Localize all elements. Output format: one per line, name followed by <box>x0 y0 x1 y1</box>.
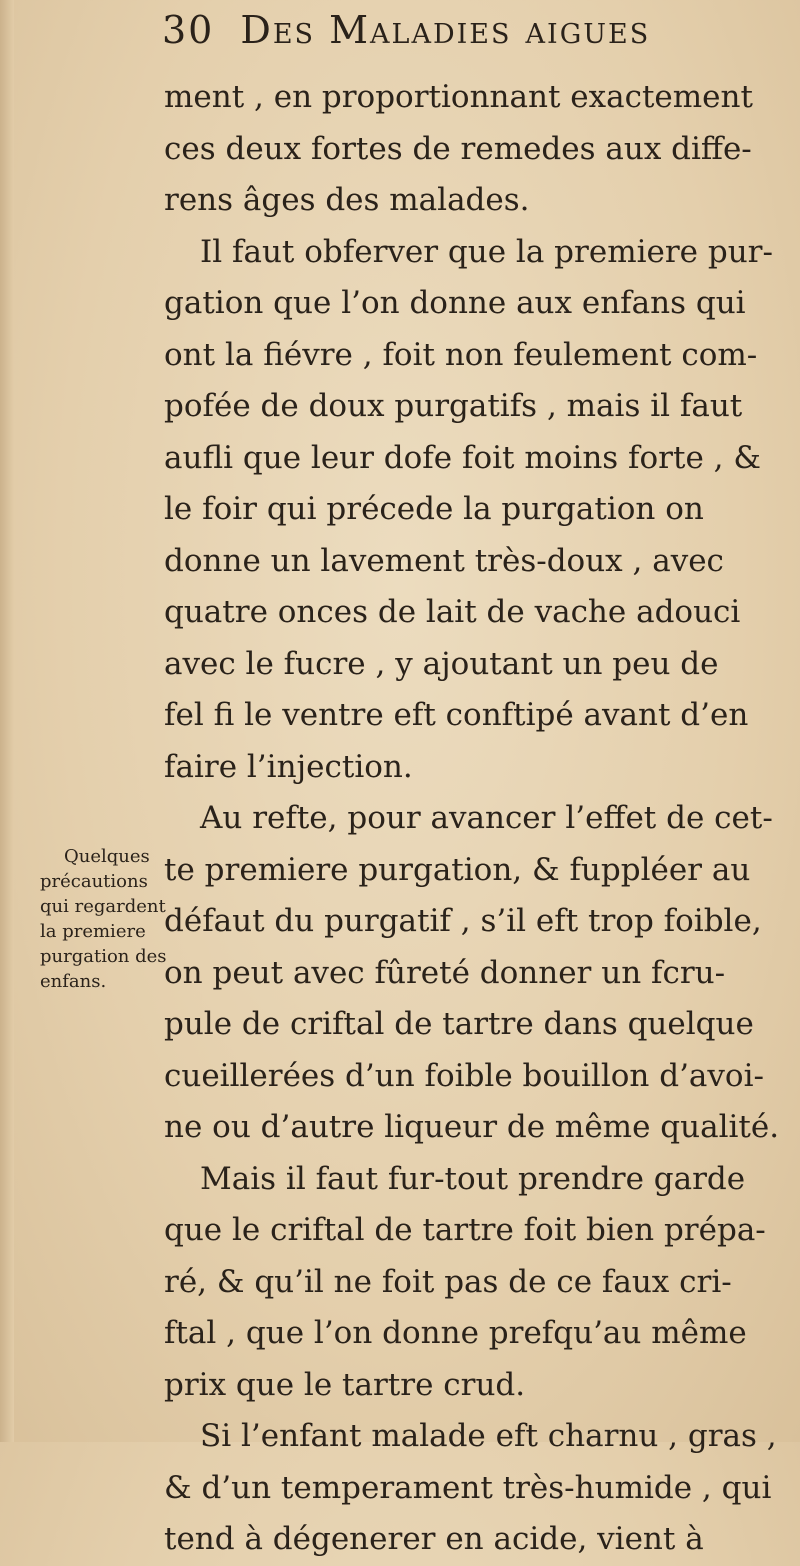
margin-note-line: Quelques <box>64 846 150 867</box>
text-line: aufli que leur dofe foit moins forte , & <box>164 439 761 476</box>
text-line: ment , en proportionnant exactement <box>164 79 753 115</box>
text-line: faire l’injection. <box>164 748 413 785</box>
text-line: Mais il faut fur-tout prendre garde <box>200 1160 746 1197</box>
text-line: pofée de doux purgatifs , mais il faut <box>164 388 743 424</box>
text-line: défaut du purgatif , s’il eft trop foible, <box>164 903 762 939</box>
margin-note <box>40 844 167 994</box>
margin-note-line: la premiere <box>40 921 146 942</box>
body-text <box>164 72 800 1566</box>
text-line: ces deux fortes de remedes aux diffe- <box>164 130 752 167</box>
text-line: on peut avec fûreté donner un fcru- <box>164 954 726 991</box>
margin-note-line: qui regardent <box>40 896 166 917</box>
text-line: que le criftal de tartre foit bien prépa- <box>164 1212 766 1248</box>
text-line: gation que l’on donne aux enfans qui <box>164 285 746 321</box>
text-line: cueillerées d’un foible bouillon d’avoi- <box>164 1057 764 1094</box>
page-number: 30 <box>162 8 215 52</box>
margin-note-line: enfans. <box>40 971 107 992</box>
margin-note-line: purgation des <box>40 946 167 967</box>
text-line: donne un lavement très-doux , avec <box>164 542 724 579</box>
text-line: ont la fiévre , foit non feulement com- <box>164 336 758 373</box>
text-line: ré, & qu’il ne foit pas de ce faux cri- <box>164 1263 732 1300</box>
running-head-title: Des Maladies aigues <box>240 8 651 52</box>
text-line: & d’un temperament très-humide , qui <box>164 1469 772 1506</box>
page-spine-shadow <box>0 0 14 1442</box>
text-line: ftal , que l’on donne prefqu’au même <box>164 1315 747 1351</box>
text-line: prix que le tartre crud. <box>164 1366 526 1403</box>
text-line: quatre onces de lait de vache adouci <box>164 594 741 630</box>
text-line: Il faut obferver que la premiere pur- <box>200 233 773 270</box>
text-line: le foir qui précede la purgation on <box>164 491 704 527</box>
text-line: fel fi le ventre eft conftipé avant d’en <box>164 697 749 733</box>
text-line: pule de criftal de tartre dans quelque <box>164 1006 754 1042</box>
text-line: Au refte, pour avancer l’effet de cet- <box>200 800 773 836</box>
margin-note-line: précautions <box>40 871 148 892</box>
text-line: avec le fucre , y ajoutant un peu de <box>164 645 719 682</box>
text-line: te premiere purgation, & fuppléer au <box>164 851 751 888</box>
text-line: Si l’enfant malade eft charnu , gras , <box>200 1418 777 1454</box>
text-line: tend à dégenerer en acide, vient à <box>164 1521 704 1557</box>
running-head <box>162 8 650 52</box>
text-line: rens âges des malades. <box>164 182 530 218</box>
text-line: ne ou d’autre liqueur de même qualité. <box>164 1109 780 1145</box>
